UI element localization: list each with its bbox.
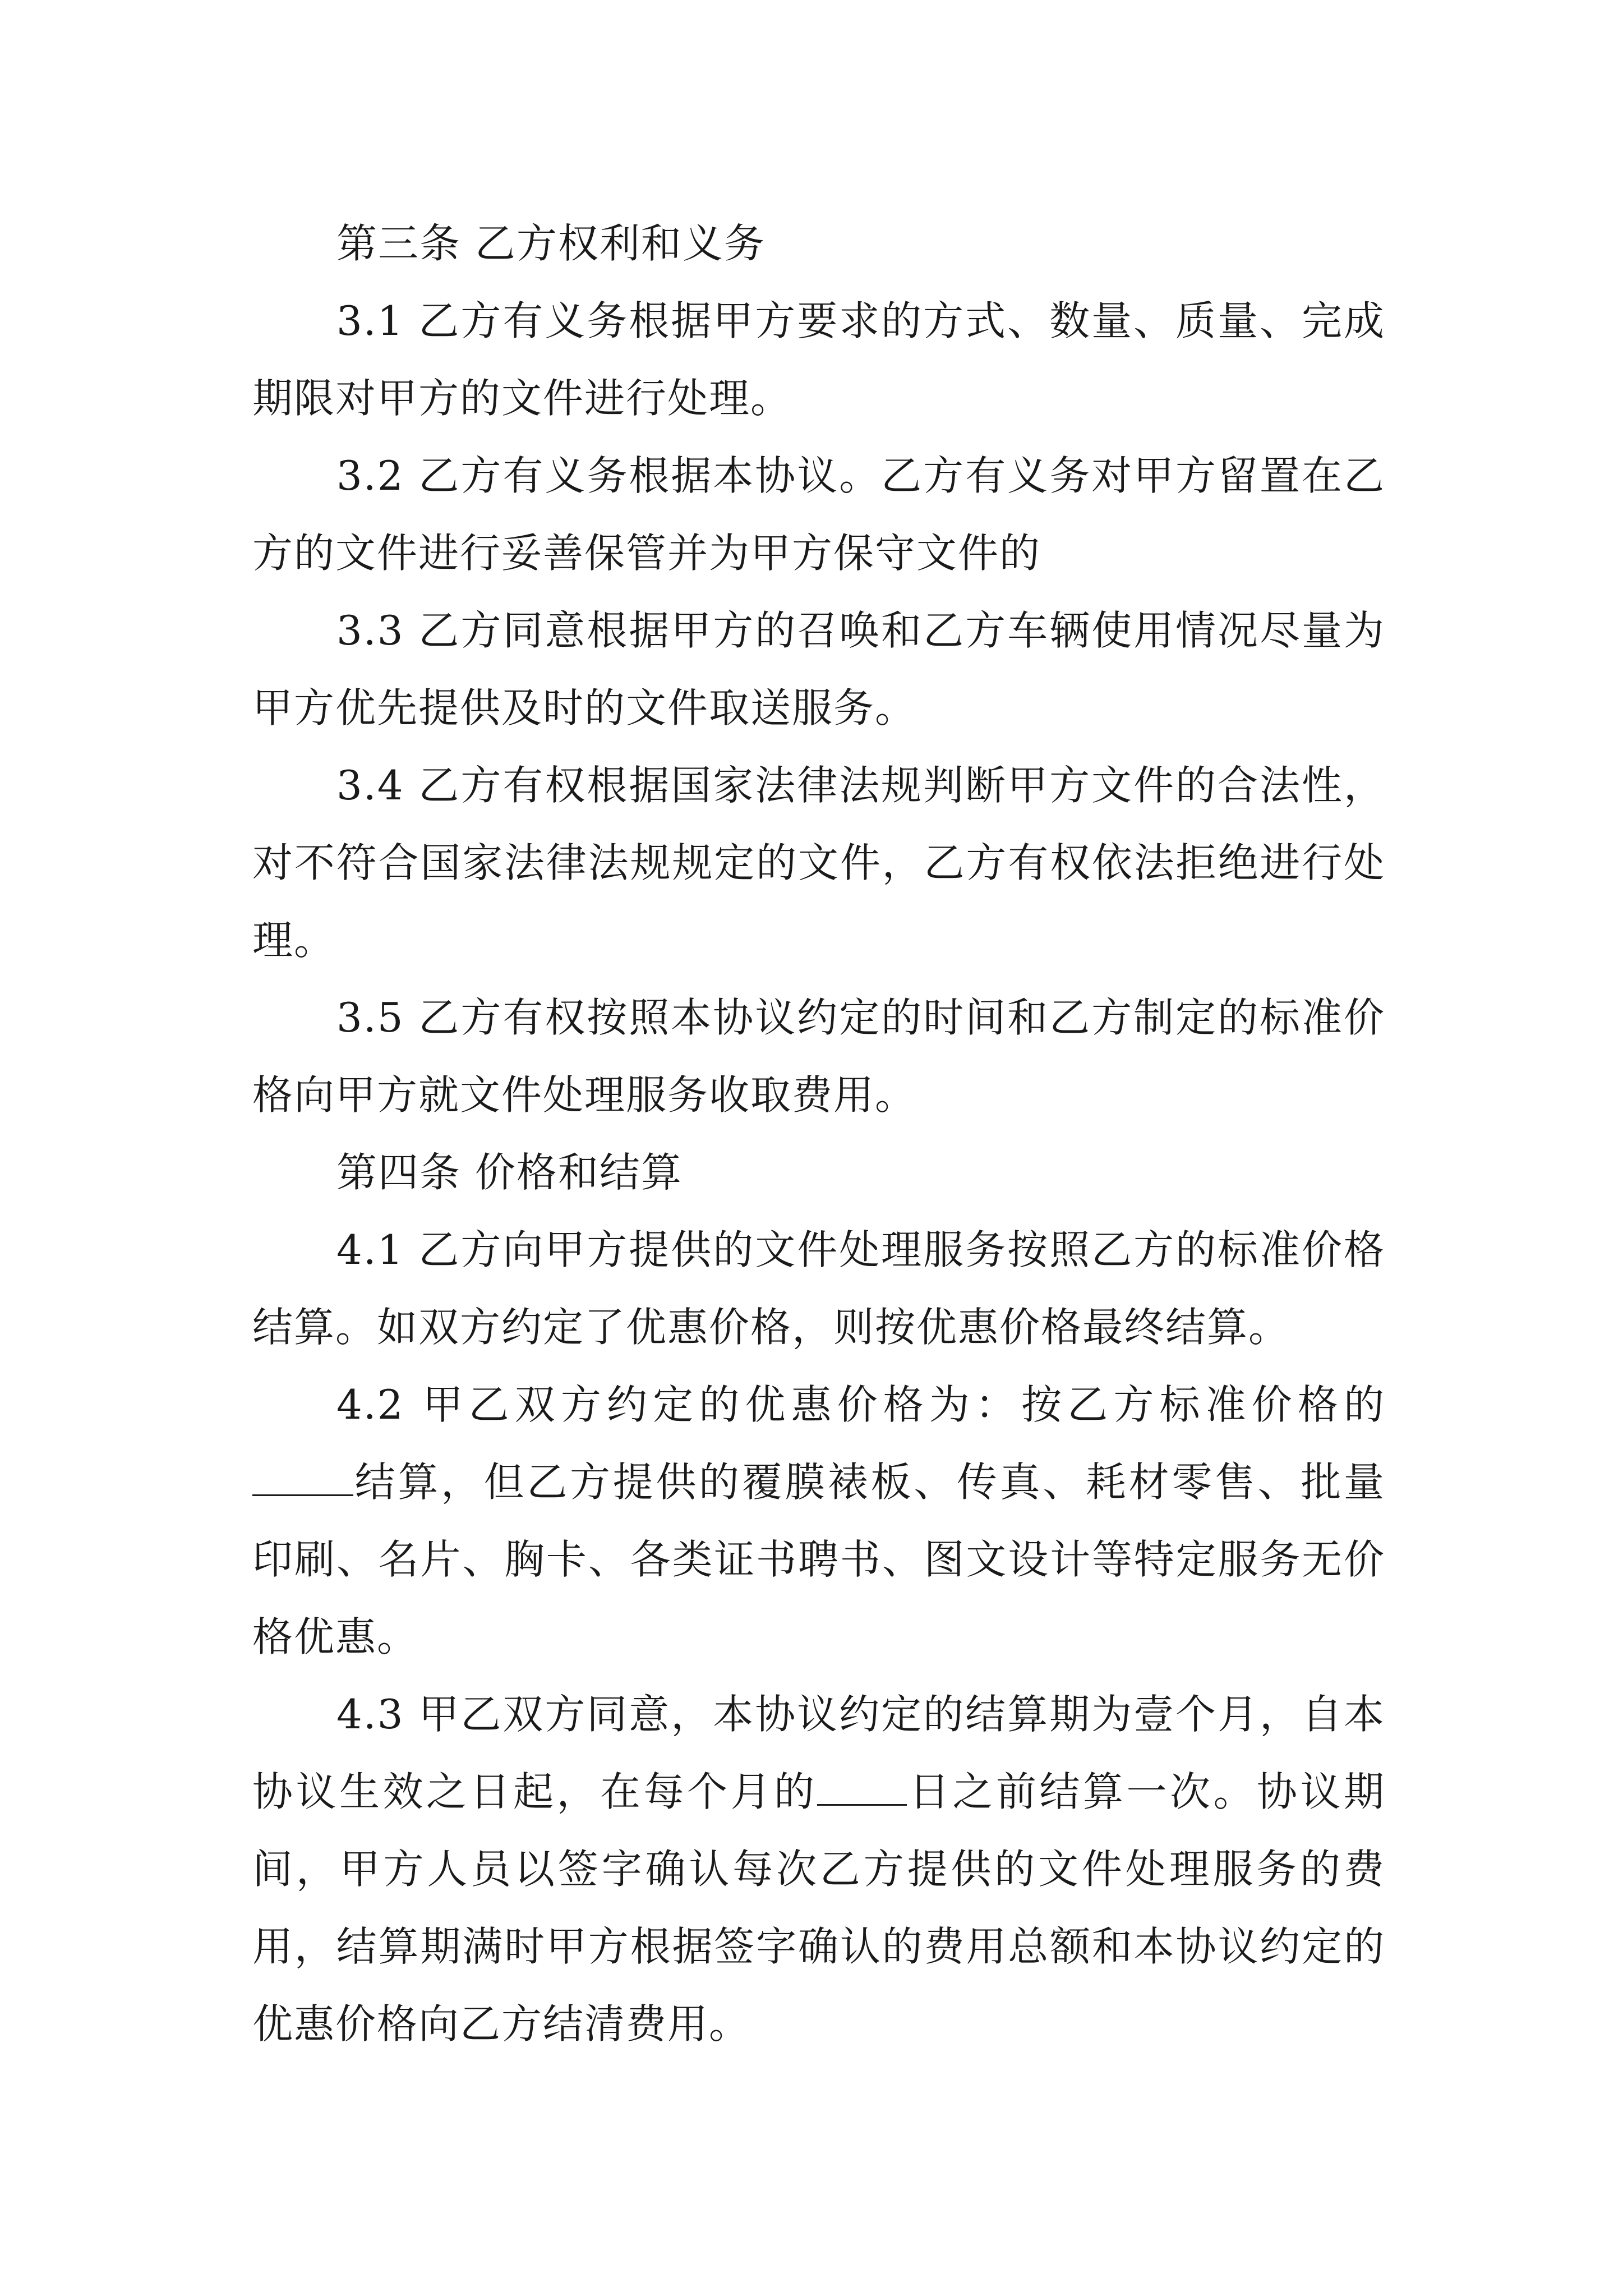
clause-4-1: 4.1 乙方向甲方提供的文件处理服务按照乙方的标准价格结算。如双方约定了优惠价格，则按优惠价格最终结算。 [252,1226,1385,1351]
clause-3-2: 3.2 乙方有义务根据本协议。乙方有义务对甲方留置在乙方的文件进行妥善保管并为甲方保守文件的 [252,452,1385,577]
clause-4-2-text-after: 结算，但乙方提供的覆膜裱板、传真、耗材零售、批量印刷、名片、胸卡、各类证书聘书、图文设计等特定服务无价格优惠。 [252,1458,1385,1660]
document-body [252,205,1385,2063]
clause-4-2-text-before: 4.2 甲乙双方约定的优惠价格为：按乙方标准价格的 [336,1381,1385,1428]
clause-4-3-text-after: 日之前结算一次。协议期间，甲方人员以签字确认每次乙方提供的文件处理服务的费用，结算期满时甲方根据签字确认的费用总额和本协议约定的优惠价格向乙方结清费用。 [252,1768,1385,2047]
clause-3-1: 3.1 乙方有义务根据甲方要求的方式、数量、质量、完成期限对甲方的文件进行处理。 [252,297,1385,422]
article-3-heading: 第三条 乙方权利和义务 [336,220,766,267]
clause-4-3 [252,1676,1385,2063]
clause-3-5: 3.5 乙方有权按照本协议约定的时间和乙方制定的标准价格向甲方就文件处理服务收取费用。 [252,994,1385,1119]
clause-3-3: 3.3 乙方同意根据甲方的召唤和乙方车辆使用情况尽量为甲方优先提供及时的文件取送服务。 [252,607,1385,731]
discount-blank [252,1455,353,1496]
clause-4-3-text-before: 4.3 甲乙双方同意，本协议约定的结算期为壹个月，自本协议生效之日起，在每个月的 [252,1691,1385,1815]
article-4-heading: 第四条 价格和结算 [336,1149,683,1196]
settlement-day-blank [817,1765,907,1806]
clause-4-2 [252,1366,1385,1676]
clause-3-4: 3.4 乙方有权根据国家法律法规判断甲方文件的合法性，对不符合国家法律法规规定的文件，乙方有权依法拒绝进行处理。 [252,762,1385,964]
